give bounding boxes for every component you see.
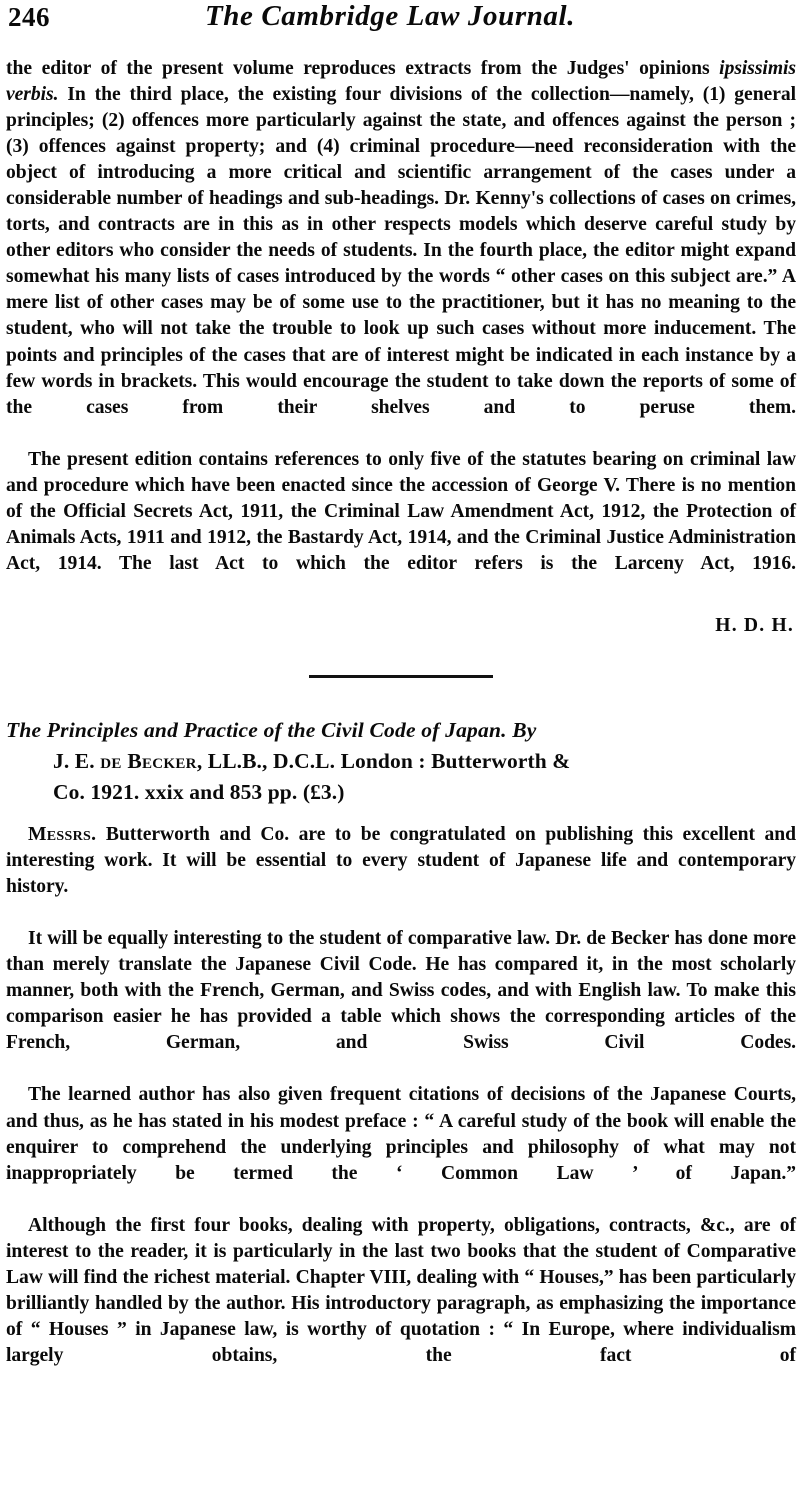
author-surname: de Becker [100,748,197,773]
paragraph: The present edition contains references to only five of the statutes bearing on criminal law and procedure which have been enacted since the accession of George V. There is no mention of the Official Secrets Act, 1911, the Criminal Law Amendment Act, 1912, the Protection of Animals Acts, 1911 and 1912, the Bastardy Act, 1914, and the Criminal Justice Administration Act, 1914. The last Act to which the editor refers is the Larceny Act, 1916. [6,448,796,574]
page-content [6,0,796,1395]
book-title-line [6,715,796,746]
author-initials: J. E. [53,748,101,773]
review-two-body [6,822,796,1395]
paragraph [6,56,796,447]
divider-rule [309,675,493,678]
roman-pagination: xxix [144,779,184,804]
review-one-body [6,56,796,603]
review-two-heading [6,715,796,808]
byline-lead: By [506,717,537,742]
paragraph-text-part: the editor of the present volume reproduces extracts from the Judges' opinions [6,58,720,79]
section-divider [6,667,796,685]
running-head [6,0,796,56]
paragraph: It will be equally interesting to the student of comparative law. Dr. de Becker has done more than merely translate the Japanese Civil Code. He has compared it, in the most scholarly manner, both with the French, German, and Swiss codes, and with English law. To make this comparison easier he has provided a table which shows the corresponding articles of the French, German, and Swiss Civil Codes. [6,928,796,1054]
reviewer-initials: H. D. H. [715,614,794,636]
messrs-smallcaps: Messrs. [28,823,97,845]
latin-phrase: ipsissimis verbis. [6,58,796,106]
paragraph [6,822,796,926]
paragraph: The learned author has also given frequent citations of decisions of the Japanese Courts, and thus, as he has stated in his modest preface : “ A careful study of the book will enable the enquirer to comprehend the underlying principles and philosophy of what may not inappropriately be termed the ‘ Common Law ’ of Japan.” [6,1084,796,1184]
journal-title: The Cambridge Law Journal. [204,0,576,32]
author-degrees-publisher: , LL.B., D.C.L. London : Butterworth & [196,748,571,773]
paragraph-text-part: In the third place, the existing four divisions of the collection—namely, (1) general principles; (2) offences more particularly against the state, and offences against the person ; (3) offences against property; and (4) criminal procedure—need reconsideration with the object of introducing a more critical and scientific arrangement of the cases under a considerable number of headings and sub-headings. Dr. Kenny's collections of cases on crimes, torts, and contracts are in this as in other respects models which deserve careful study by other editors who consider the needs of students. In the fourth place, the editor might expand somewhat his many lists of cases introduced by the words “ other cases on this subject are.” A mere list of other cases may be of some use to the practitioner, but it has no meaning to the student, who will not take the trouble to look up such cases without more inducement. The points and principles of the cases that are of interest might be indicated in each instance by a few words in brackets. This would encourage the student to take down the reports of some of the cases from their shelves and to peruse them. [6,84,796,418]
publisher-year: Co. 1921. [53,779,145,804]
pagination-price: and 853 pp. (£3.) [183,779,345,804]
author-imprint-line [6,746,796,777]
paragraph-text-part: Butterworth and Co. are to be congratulated on publishing this excellent and interesting work. It will be essential to every student of Japanese life and contemporary history. [6,823,796,898]
paragraph: Although the first four books, dealing with property, obligations, contracts, &c., are of interest to the reader, it is particularly in the last two books that the student of Comparative Law will find the richest material. Chapter VIII, dealing with “ Houses,” has been particularly brilliantly handled by the author. His introductory paragraph, as emphasizing the importance of “ Houses ” in Japanese law, is worthy of quotation : “ In Europe, where individualism largely obtains, the fact of [6,1214,796,1366]
imprint-detail-line [6,777,796,808]
page-number: 246 [8,2,50,32]
book-title: The Principles and Practice of the Civil Code of Japan. [6,717,507,742]
